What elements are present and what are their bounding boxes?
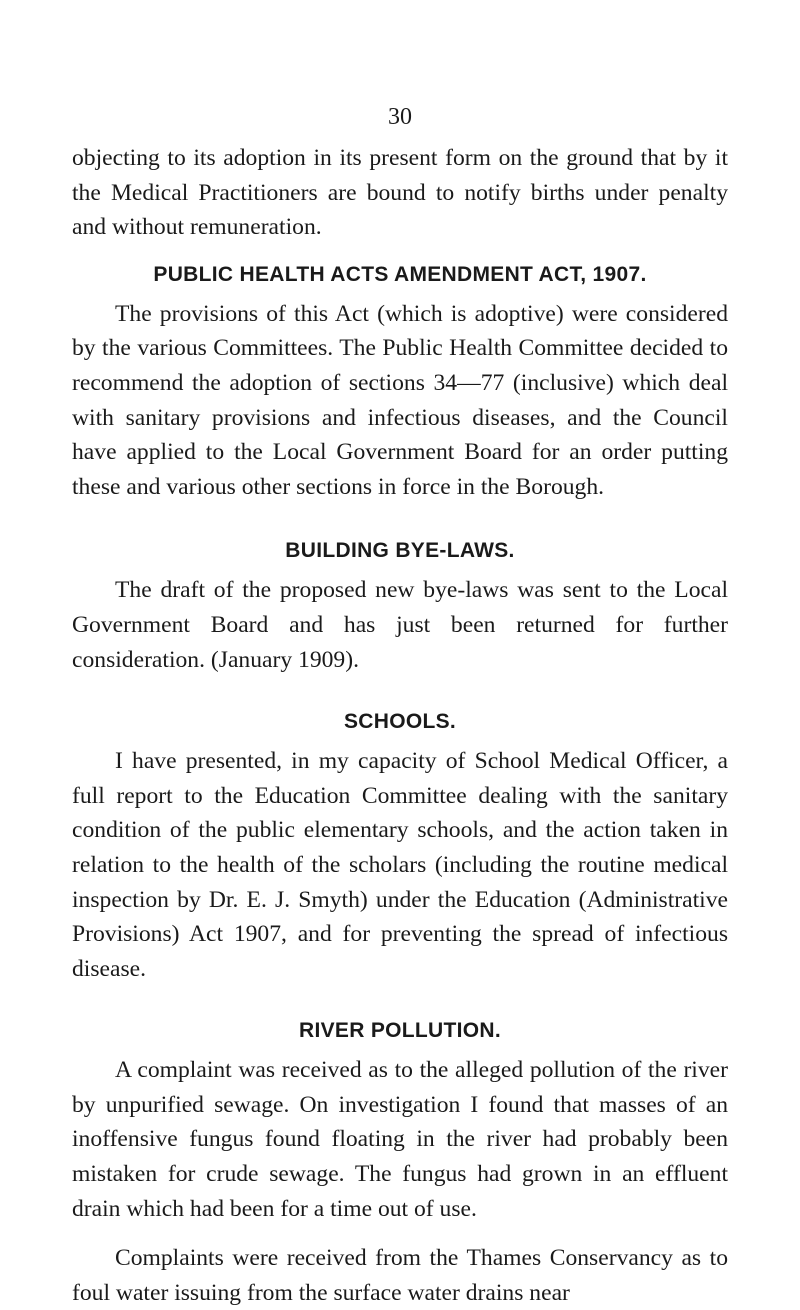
page-number: 30	[388, 104, 412, 130]
paragraph-schools: I have presented, in my capacity of School Medical Officer, a full report to the Education Committee dealing with the sanitary condition of the public elementary schools, and the action taken in relation to the health of the scholars (including the routine medical inspection by Dr. E. J. Smyth) under the Education (Administrative Provisions) Act 1907, and for preventing the spread of infectious disease.	[72, 748, 728, 982]
paragraph-river-pollution: A complaint was received as to the alleged pollution of the river by unpurified sewage. On investigation I found that masses of an inoffensive fungus found floating in the river had probably been mistaken for crude sewage. The fungus had grown in an effluent drain which had been for a time out of use.	[72, 1057, 728, 1222]
section-heading-public-health-acts: PUBLIC HEALTH ACTS AMENDMENT ACT, 1907.	[153, 262, 647, 286]
paragraph-building-bye-laws: The draft of the proposed new bye-laws was sent to the Local Government Board and has just been returned for further consideration. (January 1909).	[72, 577, 728, 673]
section-heading-river-pollution: RIVER POLLUTION.	[299, 1019, 501, 1043]
section-heading-building-bye-laws: BUILDING BYE-LAWS.	[285, 539, 515, 563]
section-heading-schools: SCHOOLS.	[343, 710, 457, 734]
paragraph-thames-conservancy: Complaints were received from the Thames Conservancy as to foul water issuing from the surface water drains near	[72, 1245, 728, 1306]
paragraph-public-health-acts: The provisions of this Act (which is adoptive) were considered by the various Committees. The Public Health Committee decided to recommend the adoption of sections 34—77 (inclusive) which deal with sanitary provisions and infectious diseases, and the Council have applied to the Local Government Board for an order putting these and various other sections in force in the Borough.	[72, 300, 728, 500]
opening-paragraph: objecting to its adoption in its present form on the ground that by it the Medical Practitioners are bound to notify births under penalty and without remuneration.	[72, 145, 728, 241]
